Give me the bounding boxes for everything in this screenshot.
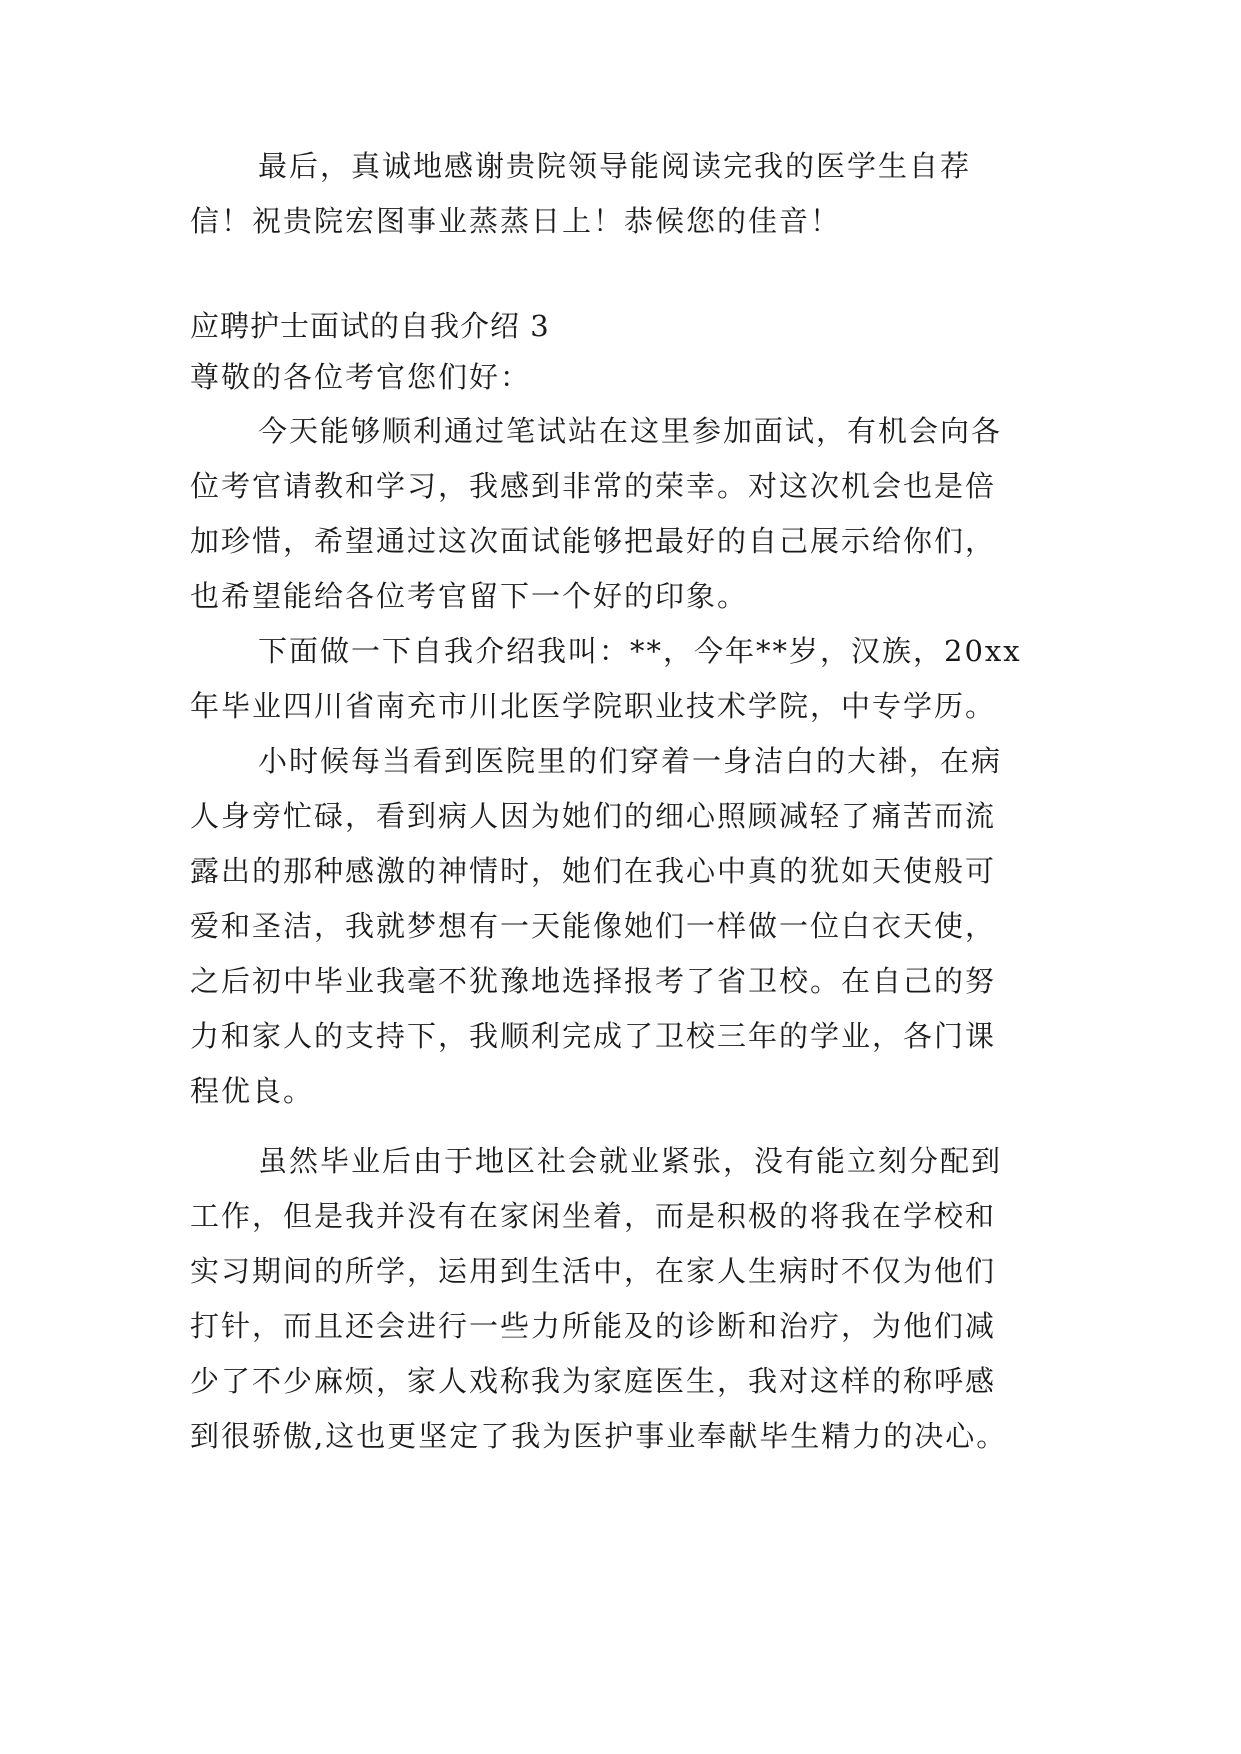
paragraph-1-line-4: 也希望能给各位考官留下一个好的印象。: [190, 579, 749, 613]
paragraph-3-line-2: 人身旁忙碌，看到病人因为她们的细心照顾减轻了痛苦而流: [190, 799, 997, 833]
paragraph-4-line-5: 少了不少麻烦，家人戏称我为家庭医生，我对这样的称呼感: [190, 1364, 997, 1398]
paragraph-4-line-2: 工作，但是我并没有在家闲坐着，而是积极的将我在学校和: [190, 1199, 997, 1233]
paragraph-1-line-2: 位考官请教和学习，我感到非常的荣幸。对这次机会也是倍: [190, 469, 997, 503]
greeting: 尊敬的各位考官您们好：: [190, 360, 532, 394]
paragraph-3-line-4: 爱和圣洁，我就梦想有一天能像她们一样做一位白衣天使，: [190, 909, 997, 943]
closing-line-1: 最后，真诚地感谢贵院领导能阅读完我的医学生自荐: [258, 149, 972, 183]
paragraph-4-line-1: 虽然毕业后由于地区社会就业紧张，没有能立刻分配到: [258, 1144, 1003, 1178]
paragraph-3-line-5: 之后初中毕业我毫不犹豫地选择报考了省卫校。在自己的努: [190, 964, 997, 998]
paragraph-2-line-1: 下面做一下自我介绍我叫：**，今年**岁，汉族，20xx: [258, 634, 1022, 668]
paragraph-3-line-1: 小时候每当看到医院里的们穿着一身洁白的大褂，在病: [258, 744, 1003, 778]
paragraph-3-line-6: 力和家人的支持下，我顺利完成了卫校三年的学业，各门课: [190, 1019, 997, 1053]
paragraph-4-line-3: 实习期间的所学，运用到生活中，在家人生病时不仅为他们: [190, 1254, 997, 1288]
closing-line-2: 信！祝贵院宏图事业蒸蒸日上！恭候您的佳音！: [190, 204, 842, 238]
paragraph-4-line-6: 到很骄傲,这也更坚定了我为医护事业奉献毕生精力的决心。: [190, 1419, 1008, 1453]
section-title: 应聘护士面试的自我介绍 3: [190, 309, 550, 343]
paragraph-3-line-3: 露出的那种感激的神情时，她们在我心中真的犹如天使般可: [190, 854, 997, 888]
paragraph-2-line-2: 年毕业四川省南充市川北医学院职业技术学院，中专学历。: [190, 689, 997, 723]
paragraph-4-line-4: 打针，而且还会进行一些力所能及的诊断和治疗，为他们减: [190, 1309, 997, 1343]
paragraph-1-line-1: 今天能够顺利通过笔试站在这里参加面试，有机会向各: [258, 414, 1003, 448]
paragraph-1-line-3: 加珍惜，希望通过这次面试能够把最好的自己展示给你们，: [190, 524, 997, 558]
paragraph-3-line-7: 程优良。: [190, 1074, 315, 1108]
